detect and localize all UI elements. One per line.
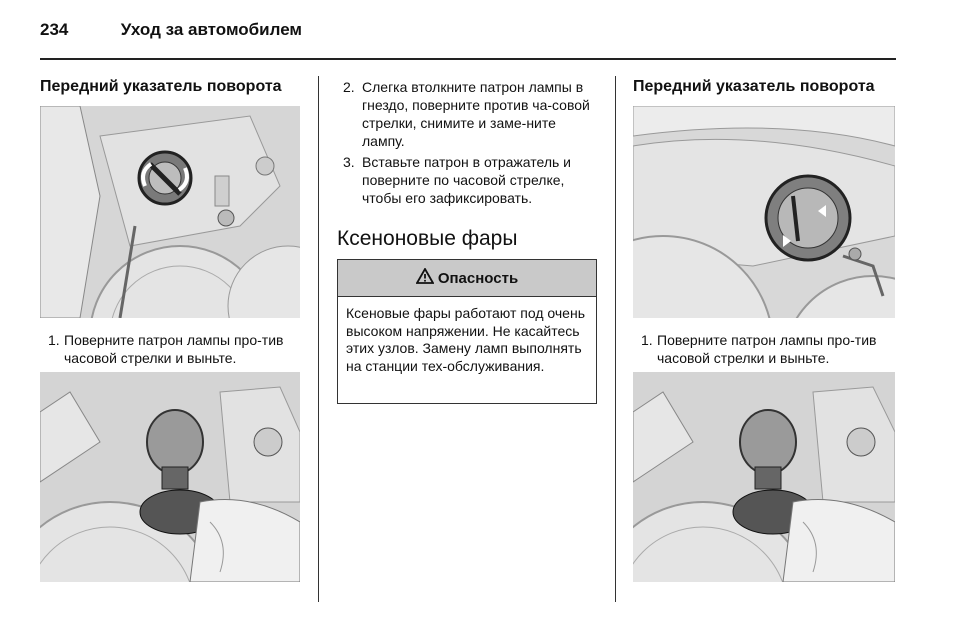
danger-text: Ксеновые фары работают под очень высоком напряжении. Не касайтесь этих узлов. Замену ламп выполнять на станции тех-обслуживания.	[346, 305, 585, 374]
left-step-1	[48, 331, 308, 367]
step-text: Слегка втолкните патрон лампы в гнездо, поверните против ча-совой стрелки, снимите и заме-ните лампу.	[362, 79, 590, 149]
column-divider	[615, 76, 616, 602]
danger-title: Опасность	[437, 269, 519, 287]
right-heading: Передний указатель поворота	[633, 78, 875, 95]
step-number: 1.	[48, 332, 60, 348]
left-heading: Передний указатель поворота	[40, 78, 282, 95]
figure-bulb-removed	[40, 372, 300, 582]
section-title: Ксеноновые фары	[337, 227, 518, 250]
step-number: 3.	[343, 154, 355, 170]
figure-headlamp-socket	[633, 106, 895, 318]
step-text: Поверните патрон лампы про-тив часовой стрелки и выньте.	[657, 332, 877, 366]
figure-bulb-socket	[40, 106, 300, 318]
step-text: Поверните патрон лампы про-тив часовой стрелки и выньте.	[64, 332, 284, 366]
page-number: 234	[40, 20, 69, 39]
middle-step-3	[343, 153, 601, 207]
step-number: 2.	[343, 79, 355, 95]
header-rule	[40, 58, 896, 60]
step-text: Вставьте патрон в отражатель и поверните по часовой стрелке, чтобы его зафиксировать.	[362, 154, 571, 206]
column-divider	[318, 76, 319, 602]
warning-triangle-icon	[416, 268, 434, 288]
page-header	[40, 20, 302, 40]
danger-header	[338, 260, 596, 297]
danger-box	[337, 259, 597, 404]
step-number: 1.	[641, 332, 653, 348]
right-step-1	[641, 331, 903, 367]
middle-step-2	[343, 78, 601, 150]
figure-bulb-removed-right	[633, 372, 895, 582]
page-title: Уход за автомобилем	[120, 20, 303, 39]
